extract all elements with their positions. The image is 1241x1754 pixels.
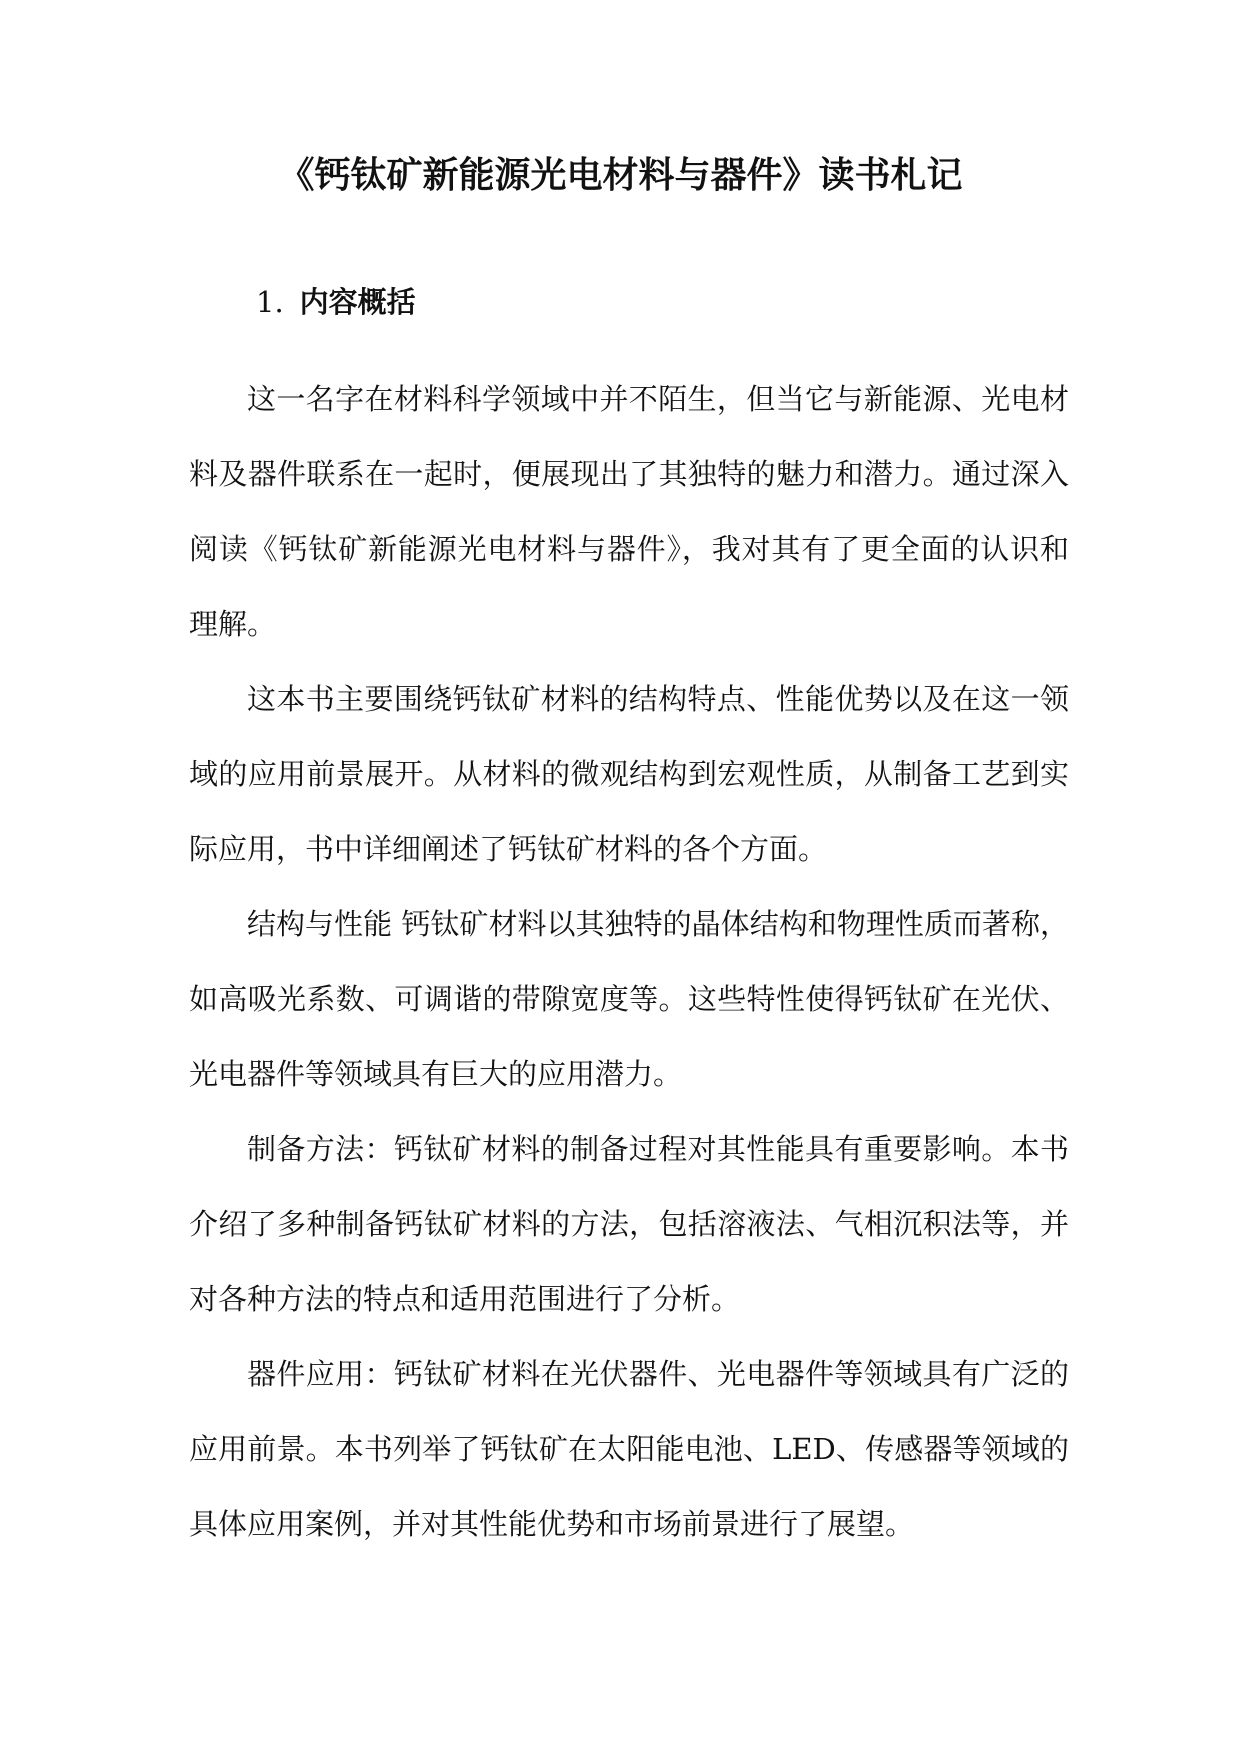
body-text (189, 362, 1069, 1562)
paragraph-overview: 这本书主要围绕钙钛矿材料的结构特点、性能优势以及在这一领域的应用前景展开。从材料的微观结构到宏观性质，从制备工艺到实际应用，书中详细阐述了钙钛矿材料的各个方面。 (189, 682, 1069, 866)
paragraph-preparation-methods: 制备方法：钙钛矿材料的制备过程对其性能具有重要影响。本书介绍了多种制备钙钛矿材料的方法，包括溶液法、气相沉积法等，并对各种方法的特点和适用范围进行了分析。 (189, 1132, 1069, 1316)
section-number: 1. (256, 285, 284, 319)
section-title: 内容概括 (299, 285, 416, 319)
section-heading (256, 282, 416, 322)
paragraph-intro: 这一名字在材料科学领域中并不陌生，但当它与新能源、光电材料及器件联系在一起时，便展现出了其独特的魅力和潜力。通过深入阅读《钙钛矿新能源光电材料与器件》，我对其有了更全面的认识和理解。 (189, 382, 1069, 641)
paragraph-structure-properties: 结构与性能 钙钛矿材料以其独特的晶体结构和物理性质而著称，如高吸光系数、可调谐的带隙宽度等。这些特性使得钙钛矿在光伏、光电器件等领域具有巨大的应用潜力。 (189, 907, 1069, 1091)
paragraph-device-applications: 器件应用：钙钛矿材料在光伏器件、光电器件等领域具有广泛的应用前景。本书列举了钙钛矿在太阳能电池、LED、传感器等领域的具体应用案例，并对其性能优势和市场前景进行了展望。 (189, 1357, 1069, 1541)
document-title: 《钙钛矿新能源光电材料与器件》读书札记 (278, 155, 963, 196)
